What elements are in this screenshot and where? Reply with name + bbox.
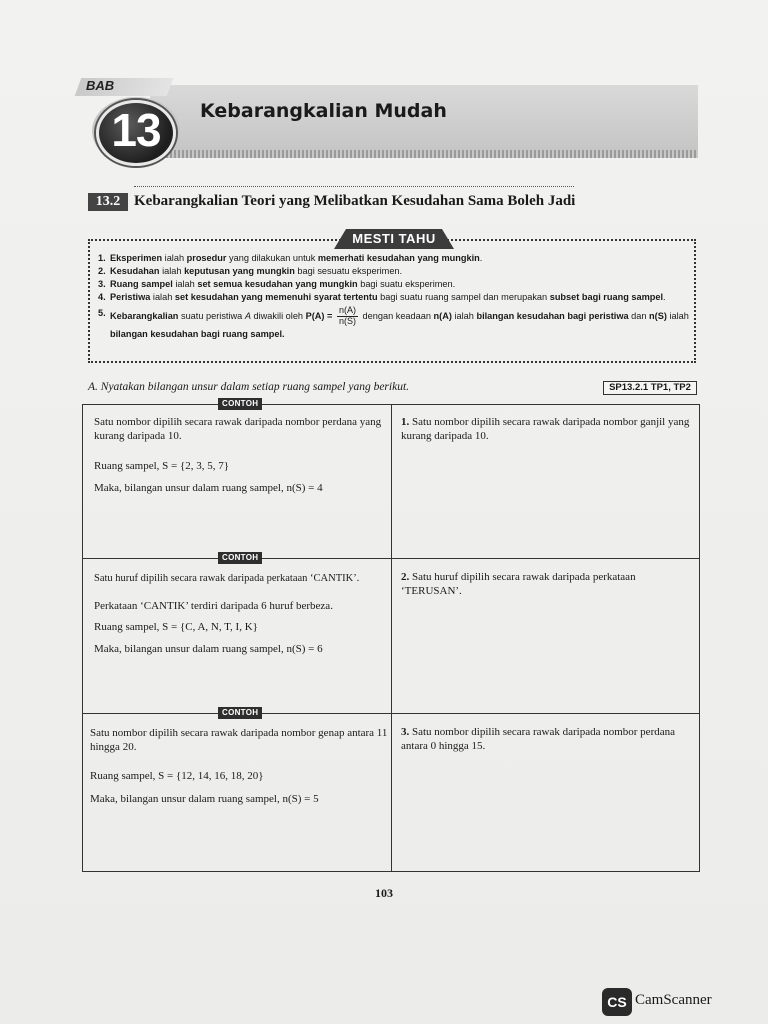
fact-text-segment: ialah [451,310,477,321]
fact-number: 2. [98,266,106,276]
fact-text-segment: prosedur [186,253,227,263]
fact-text-segment: . [479,253,483,263]
fraction-denominator: n(S) [338,315,356,326]
fact-text-segment: n(A) [433,310,452,321]
probability-fraction [337,306,358,327]
fact-text-segment: ialah [159,266,185,276]
contoh-label: CONTOH [218,552,262,564]
fact-text-segment: set kesudahan yang memenuhi syarat tertentu [174,292,378,302]
fact-item [98,306,692,341]
fact-text-segment: dan [628,310,650,321]
fact-text-segment: memerhati kesudahan yang mungkin [317,253,480,263]
fact-text-segment: keputusan yang mungkin [184,266,295,276]
fact-text-segment: bagi suatu eksperimen. [357,279,456,289]
badge-label: MESTI TAHU [352,231,436,246]
fact-text-segment: n(S) [649,310,667,321]
fact-text-segment: . [663,292,666,302]
fact-text-segment: A [244,310,251,321]
fact-text-segment: ialah [150,292,175,302]
chapter-number: 13 [111,104,161,156]
grid-row-divider [82,558,700,559]
question-text: Satu huruf dipilih secara rawak daripada perkataan ‘TERUSAN’. [401,571,636,597]
fact-text-segment: Eksperimen [110,253,163,263]
question-3 [401,725,693,753]
question-text: Satu nombor dipilih secara rawak daripada nombor perdana antara 0 hingga 15. [401,726,675,752]
fact-item [98,291,692,304]
question-2 [401,570,693,598]
fact-number: 1. [98,253,106,263]
grid-row-divider [82,713,700,714]
fact-text-segment: ialah [162,253,187,263]
example-3-question: Satu nombor dipilih secara rawak daripada nombor genap antara 11 hingga 20. [90,727,388,753]
mesti-tahu-list [98,252,692,341]
fact-item [98,265,692,278]
fact-number: 4. [98,292,106,302]
example-1-sample-space: Ruang sampel, S = {2, 3, 5, 7} [94,460,230,472]
bab-label: BAB [86,78,115,93]
fact-text-segment: bagi sesuatu eksperimen. [294,266,403,276]
header-stripe-decoration [150,150,698,158]
fact-text-segment: bilangan kesudahan bagi ruang sampel. [110,328,285,339]
fact-text-segment: bilangan kesudahan bagi peristiwa [476,310,629,321]
question-number: 3. [401,726,410,738]
fact-item [98,278,692,291]
example-3-answer: Maka, bilangan unsur dalam ruang sampel, n(S) = 5 [90,793,319,805]
chapter-title: Kebarangkalian Mudah [200,100,447,122]
example-2-question: Satu huruf dipilih secara rawak daripada perkataan ‘CANTIK’. [94,573,360,584]
fact-text-segment: diwakili oleh [250,310,306,321]
grid-column-divider [391,404,392,872]
camscanner-logo: CS [602,988,632,1016]
fact-text-segment: bagi suatu ruang sampel dan merupakan [377,292,550,302]
exercise-reference-badge: SP13.2.1 TP1, TP2 [603,381,697,395]
fact-text-segment: Ruang sampel [110,279,173,289]
fact-text-segment: ialah [666,310,689,321]
example-1-question: Satu nombor dipilih secara rawak daripada nombor perdana yang kurang daripada 10. [94,416,382,442]
fact-item [98,252,692,265]
fact-text-segment: subset bagi ruang sampel [549,292,664,302]
contoh-label: CONTOH [218,398,262,410]
example-2-note: Perkataan ‘CANTIK’ terdiri daripada 6 huruf berbeza. [94,600,333,612]
fact-text-segment: Peristiwa [110,292,151,302]
exercise-title: A. Nyatakan bilangan unsur dalam setiap ruang sampel yang berikut. [88,381,410,393]
example-2-sample-space: Ruang sampel, S = {C, A, N, T, I, K} [94,621,258,633]
example-3-sample-space: Ruang sampel, S = {12, 14, 16, 18, 20} [90,770,264,782]
fact-text-segment: Kesudahan [110,266,160,276]
fact-text-segment: ialah [172,279,198,289]
fact-text-segment: suatu peristiwa [178,310,245,321]
fact-text-segment: dengan keadaan [359,310,434,321]
section-title: Kebarangkalian Teori yang Melibatkan Kesudahan Sama Boleh Jadi [134,193,576,209]
question-1 [401,415,693,443]
example-2-answer: Maka, bilangan unsur dalam ruang sampel, n(S) = 6 [94,643,323,655]
page-number: 103 [375,886,393,900]
fact-text-segment: P(A) = [305,310,335,321]
contoh-label: CONTOH [218,707,262,719]
question-text: Satu nombor dipilih secara rawak daripada nombor ganjil yang kurang daripada 10. [401,416,690,442]
question-number: 1. [401,416,410,428]
fact-number: 3. [98,279,106,289]
fact-text-segment: yang dilakukan untuk [226,253,318,263]
camscanner-watermark-text: CamScanner [635,992,712,1008]
fact-text-segment: set semua kesudahan yang mungkin [197,279,358,289]
question-number: 2. [401,571,410,583]
fact-text-segment: Kebarangkalian [110,310,179,321]
section-divider [134,186,574,187]
mesti-tahu-badge [334,229,454,249]
section-number: 13.2 [88,193,128,211]
fraction-numerator: n(A) [338,305,356,315]
fact-number: 5. [98,308,106,318]
example-1-answer: Maka, bilangan unsur dalam ruang sampel, n(S) = 4 [94,482,323,494]
